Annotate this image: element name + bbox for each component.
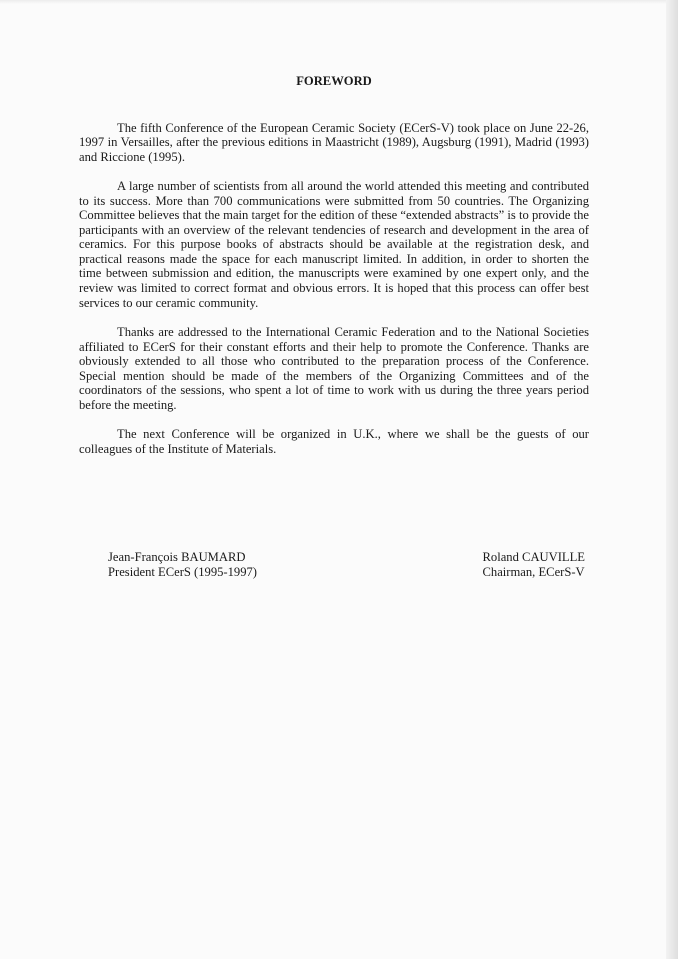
page-title: FOREWORD (296, 74, 372, 88)
signatory-title: President ECerS (1995-1997) (108, 564, 258, 579)
signatory-name: Roland CAUVILLE (482, 550, 585, 564)
scan-shadow-right (666, 0, 678, 959)
paragraph-thanks: Thanks are addressed to the International Ceramic Federation and to the National Societies affiliated to ECerS for their constant efforts and their help to promote the Conference. Thanks are obviously extended to all those who contributed to the preparation process of the Conference. Special mention should be made of the members of the Organizing Committees and of the coordinators of the sessions, who spent a lot of time to work with us during the three years period before the meeting. (79, 325, 589, 412)
signature-left (108, 550, 257, 579)
paragraph-attendance: A large number of scientists from all around the world attended this meeting and contributed to its success. More than 700 communications were submitted from 50 countries. The Organizing Committee believes that the main target for the edition of these “extended abstracts” is to provide the participants with an overview of the relevant tendencies of research and development in the area of ceramics. For this purpose books of abstracts should be available at the registration desk, and practical reasons made the space for each manuscript limited. In addition, in order to shorten the time between submission and edition, the manuscripts were examined by one expert only, and the review was limited to correct format and obvious errors. It is hoped that this process can offer best services to our ceramic community. (79, 179, 589, 310)
foreword-body (79, 74, 589, 471)
signatory-title: Chairman, ECerS-V (482, 564, 585, 579)
paragraph-next-conference: The next Conference will be organized in U.K., where we shall be the guests of our colleagues of the Institute of Materials. (79, 427, 589, 456)
signature-right (483, 550, 585, 579)
scan-shadow-top (0, 0, 678, 4)
paragraph-intro: The fifth Conference of the European Ceramic Society (ECerS-V) took place on June 22-26, 1997 in Versailles, after the previous editions in Maastricht (1989), Augsburg (1991), Madrid (1993) and Riccione (1995). (79, 120, 589, 164)
signatory-name: Jean-François BAUMARD (108, 550, 246, 564)
